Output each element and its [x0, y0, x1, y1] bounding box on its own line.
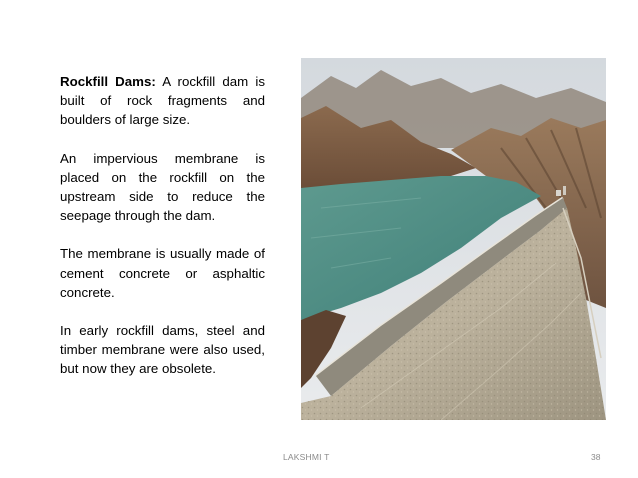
- slide-text: [60, 72, 265, 398]
- paragraph-text: The membrane is usually made of cement concrete or asphaltic concrete.: [60, 246, 265, 300]
- paragraph-impervious-membrane: [60, 149, 265, 226]
- page-number: 38: [591, 452, 601, 462]
- paragraph-lead: Rockfill Dams:: [60, 74, 156, 89]
- rockfill-dam-photo: [301, 58, 606, 420]
- paragraph-early-dams: [60, 321, 265, 379]
- paragraph-membrane-material: [60, 244, 265, 302]
- paragraph-text: A rockfill dam is built of rock fragments and boulders of large size.: [60, 74, 265, 128]
- paragraph-text: In early rockfill dams, steel and timber membrane were also used, but now they are obsolete.: [60, 323, 265, 377]
- paragraph-rockfill-definition: [60, 72, 265, 130]
- paragraph-text: An impervious membrane is placed on the rockfill on the upstream side to reduce the seepage through the dam.: [60, 150, 265, 224]
- footer-author: LAKSHMI T: [283, 452, 330, 462]
